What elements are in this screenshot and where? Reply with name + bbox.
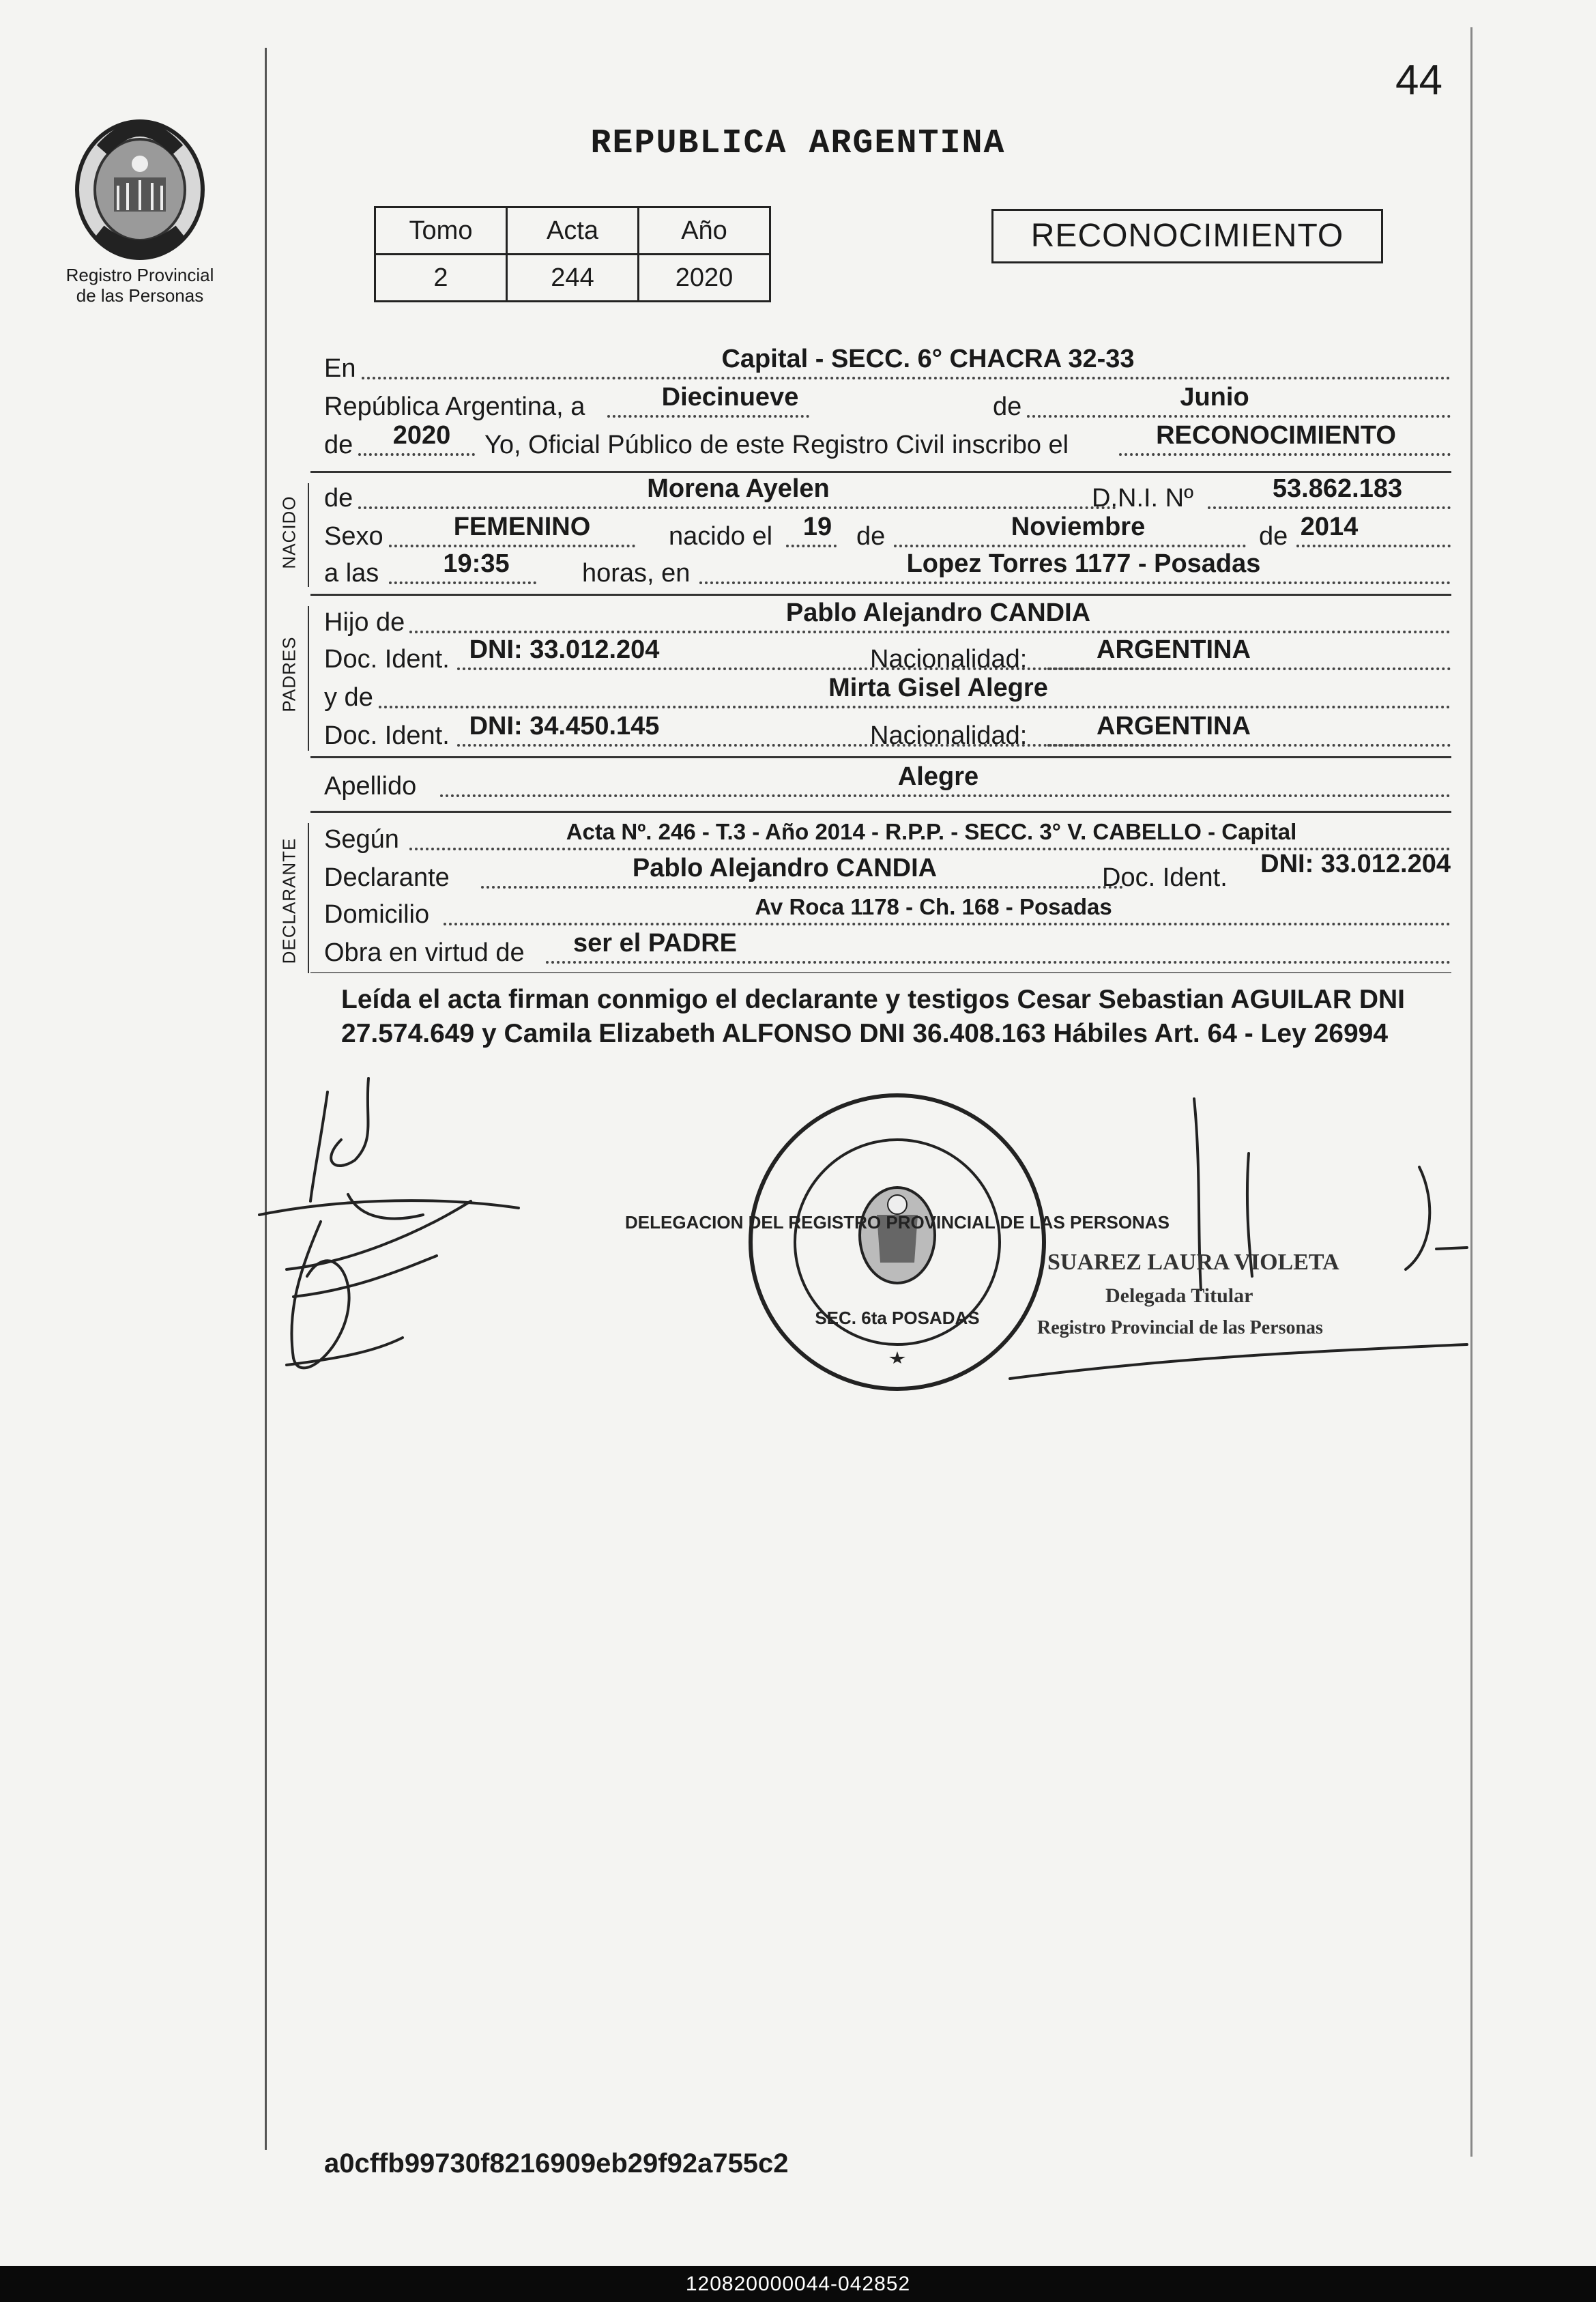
value-mother-doc: DNI: 34.450.145 (469, 712, 660, 740)
section-bracket-padres (308, 606, 309, 751)
reference-value-row (375, 255, 770, 302)
dotted-line (1047, 667, 1451, 670)
value-father-name: Pablo Alejandro CANDIA (785, 599, 1091, 627)
value-segun: Acta Nº. 246 - T.3 - Año 2014 - R.P.P. - SECC. 3° V. CABELLO - Capital (566, 819, 1297, 844)
dotted-line (389, 545, 635, 547)
dotted-line (607, 415, 809, 418)
issuer-caption-line1: Registro Provincial (66, 265, 214, 285)
label-de-birth-month: de (856, 522, 886, 551)
label-a-las: a las (324, 559, 379, 588)
page-number: 44 (1395, 57, 1442, 104)
value-sex: FEMENINO (453, 513, 591, 541)
value-month: Junio (1180, 383, 1249, 412)
section-bracket-nacido (308, 483, 309, 587)
reference-value-anio: 2020 (639, 255, 770, 302)
document-type-box: RECONOCIMIENTO (991, 209, 1383, 263)
value-birth-year: 2014 (1300, 513, 1359, 541)
label-father-nationality: Nacionalidad: (870, 645, 1028, 674)
dotted-line (409, 631, 1451, 633)
side-label-declarante: DECLARANTE (278, 837, 300, 964)
row-place (321, 345, 1451, 386)
dotted-line (894, 545, 1246, 547)
dotted-line (444, 923, 1451, 925)
dotted-line (362, 377, 1451, 379)
value-father-doc: DNI: 33.012.204 (469, 635, 660, 664)
section-bracket-declarante (308, 823, 309, 973)
row-father-doc (321, 635, 1451, 677)
label-nacido-el: nacido el (669, 522, 773, 551)
reference-header-row (375, 207, 770, 255)
value-year: 2020 (392, 421, 451, 450)
value-father-nationality: ARGENTINA (1097, 635, 1251, 664)
section-separator (310, 811, 1451, 813)
value-address: Av Roca 1178 - Ch. 168 - Posadas (755, 894, 1112, 919)
row-mother-doc (321, 712, 1451, 753)
value-declarant-name: Pablo Alejandro CANDIA (632, 854, 938, 882)
value-place: Capital - SECC. 6° CHACRA 32-33 (721, 345, 1135, 373)
label-de-year: de (324, 431, 353, 459)
row-address (321, 894, 1451, 932)
dotted-line (389, 581, 536, 584)
label-declarante: Declarante (324, 863, 450, 892)
value-name: Morena Ayelen (647, 474, 830, 503)
dotted-line (481, 886, 1123, 889)
dotted-line (1047, 744, 1451, 747)
dotted-line (358, 453, 475, 456)
row-mother (321, 674, 1451, 715)
section-separator (310, 756, 1451, 758)
handwritten-signature-left (259, 1078, 519, 1368)
label-segun: Según (324, 825, 399, 854)
label-obra-en-virtud: Obra en virtud de (324, 938, 525, 967)
officer-role: Delegada Titular (1105, 1284, 1253, 1307)
officer-name: SUAREZ LAURA VIOLETA (1047, 1250, 1339, 1275)
label-republica: República Argentina, a (324, 392, 585, 421)
value-act-type: RECONOCIMIENTO (1156, 421, 1396, 450)
row-declarant (321, 850, 1451, 895)
value-mother-nationality: ARGENTINA (1097, 712, 1251, 740)
value-capacity: ser el PADRE (572, 929, 738, 958)
label-oficial: Yo, Oficial Público de este Registro Civil inscribo el (484, 431, 1069, 459)
dotted-line (379, 706, 1451, 708)
issuer-caption-line2: de las Personas (76, 285, 204, 306)
reference-value-tomo: 2 (375, 255, 507, 302)
label-de-birth-year: de (1259, 522, 1288, 551)
signatures-and-stamp (246, 1065, 1474, 1420)
row-date (321, 383, 1451, 425)
side-label-nacido: NACIDO (278, 495, 300, 569)
row-registration (321, 421, 1451, 463)
dotted-line (699, 581, 1451, 584)
value-dni: 53.862.183 (1272, 474, 1403, 503)
document-hash: a0cffb99730f8216909eb29f92a755c2 (324, 2148, 789, 2178)
label-mother-nationality: Nacionalidad: (870, 721, 1028, 750)
label-apellido: Apellido (324, 772, 417, 801)
label-dni: D.N.I. Nº (1092, 484, 1193, 513)
reference-header-acta: Acta (507, 207, 639, 255)
label-domicilio: Domicilio (324, 900, 430, 929)
dotted-line (1296, 545, 1451, 547)
section-separator (310, 594, 1451, 596)
label-sexo: Sexo (324, 522, 383, 551)
value-birth-month: Noviembre (1011, 513, 1146, 541)
dotted-line (1027, 415, 1451, 418)
value-declarant-doc: DNI: 33.012.204 (1260, 850, 1451, 878)
value-birth-time: 19:35 (443, 549, 510, 578)
footer-code-bar: 120820000044-042852 (0, 2266, 1596, 2302)
dotted-line (786, 545, 837, 547)
stamp-inner-text: SEC. 6ta POSADAS (815, 1308, 980, 1328)
side-label-padres: PADRES (278, 636, 300, 713)
value-day: Diecinueve (661, 383, 799, 412)
document-heading: REPUBLICA ARGENTINA (590, 124, 1006, 163)
row-surname (321, 762, 1451, 804)
dotted-line (1208, 506, 1451, 509)
value-birth-day: 19 (802, 513, 832, 541)
label-de-name: de (324, 484, 353, 513)
value-birth-place: Lopez Torres 1177 - Posadas (906, 549, 1261, 578)
dotted-line (1119, 453, 1451, 456)
reference-header-anio: Año (639, 207, 770, 255)
label-de-month: de (993, 392, 1022, 421)
label-declarant-doc: Doc. Ident. (1102, 863, 1228, 892)
reference-table (374, 206, 771, 302)
label-y-de: y de (324, 683, 373, 712)
reference-value-acta: 244 (507, 255, 639, 302)
label-mother-doc: Doc. Ident. (324, 721, 450, 750)
label-father-doc: Doc. Ident. (324, 645, 450, 674)
reference-header-tomo: Tomo (375, 207, 507, 255)
dotted-line (546, 961, 1451, 964)
registry-round-stamp (751, 1095, 1044, 1389)
label-hijo-de: Hijo de (324, 608, 405, 637)
value-surname: Alegre (897, 762, 979, 791)
value-mother-name: Mirta Gisel Alegre (828, 674, 1048, 702)
label-horas-en: horas, en (582, 559, 691, 588)
row-capacity (321, 929, 1451, 970)
issuer-caption (48, 265, 232, 306)
label-en: En (324, 354, 356, 383)
section-separator (310, 972, 1451, 973)
stamp-ring-text: DELEGACION DEL REGISTRO PROVINCIAL DE LAS PERSONAS (625, 1212, 1170, 1233)
officer-org: Registro Provincial de las Personas (1037, 1317, 1323, 1338)
dotted-line (440, 794, 1451, 797)
row-birth-time-place (321, 549, 1451, 591)
closing-statement: Leída el acta firman conmigo el declarante y testigos Cesar Sebastian AGUILAR DNI 27.574.649 y Camila Elizabeth ALFONSO DNI 36.408.163 Hábiles Art. 64 - Ley 26994 (341, 985, 1406, 1048)
row-name (321, 474, 1451, 516)
dotted-line (358, 506, 1116, 509)
section-separator (310, 471, 1451, 473)
